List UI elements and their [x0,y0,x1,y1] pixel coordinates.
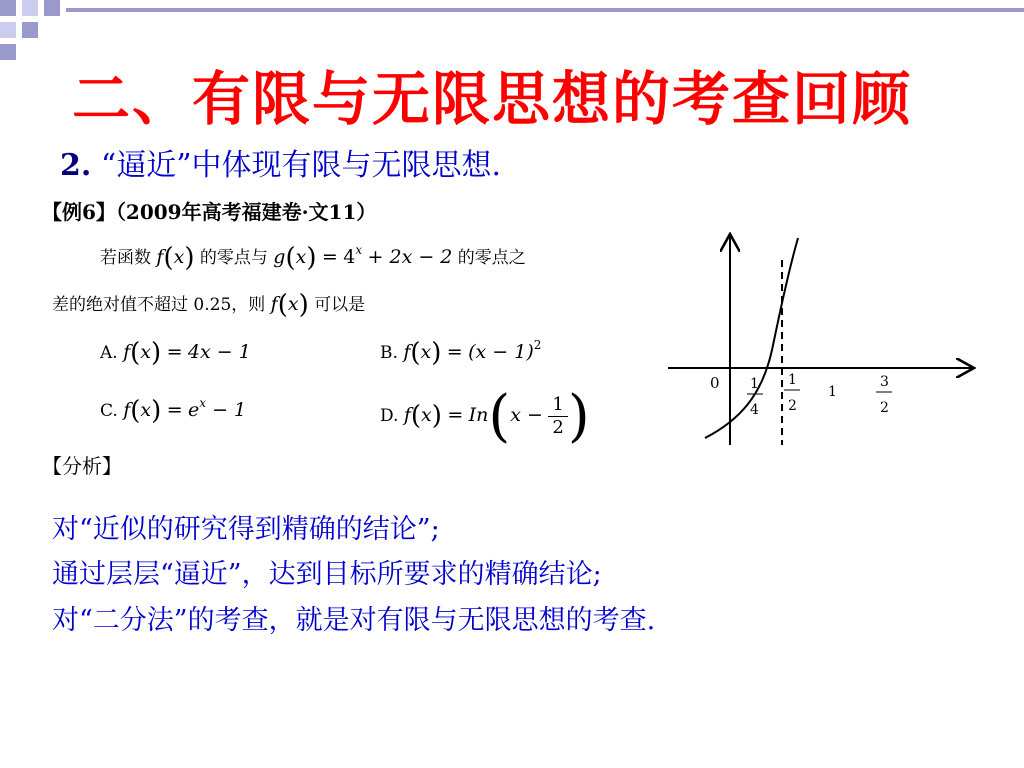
math-x: x [295,246,307,268]
math-ln: In [468,404,489,426]
math-f: f [270,293,278,315]
option-letter: D. [380,406,399,426]
conclusion-line-2: 通过层层“逼近”，达到目标所要求的精确结论; [52,559,602,590]
math-x: x [173,246,185,268]
option-c[interactable]: C. $f(x) = e^x - 1$ [100,396,247,426]
math-exponent: 2 [533,338,542,352]
problem-text: 差的绝对值不超过 0.25，则 [52,295,266,315]
math-x: x [420,341,432,363]
svg-text:4: 4 [750,402,759,418]
equals-sign: = [166,399,183,421]
math-x: x [421,404,432,426]
slide-title: 二、有限与无限思想的考查回顾 [72,65,913,133]
math-rest: − 1 [206,399,247,421]
option-letter: B. [380,343,398,363]
math-base: e [188,399,200,421]
svg-text:1: 1 [750,376,759,392]
tick-3-2 [876,374,892,416]
math-g: g [273,246,286,268]
math-f: f [403,404,411,426]
subtitle-text: “逼近”中体现有限与无限思想. [100,148,502,183]
fraction: $\frac{1}{2}$ [548,394,567,439]
example-label: 【例6】（2009年高考福建卷·文11） [42,200,377,224]
math-x: x − [510,404,543,426]
equals-sign: = [166,341,183,363]
subtitle-number: 2. [60,148,92,183]
svg-text:3: 3 [880,374,889,390]
math-f: f [156,246,164,268]
problem-text: 的零点之 [457,248,526,268]
equals-sign: = [447,404,464,426]
tick-1-2 [784,372,800,414]
origin-label: 0 [710,374,720,392]
math-f: f [123,399,131,421]
math-exponent: x [355,243,363,257]
conclusion-line-1: 对“近似的研究得到精确的结论”; [52,514,440,545]
problem-line-2: 差的绝对值不超过 0.25，则 f(x) 可以是 [52,290,366,320]
option-rhs: (x − 1) [468,341,534,363]
math-f: f [403,341,411,363]
svg-text:1: 1 [828,384,837,400]
analysis-label: 【分析】 [42,454,122,478]
function-graph [660,230,980,450]
problem-text: 若函数 [100,248,151,268]
slide-subtitle [60,140,501,184]
conclusion-line-3: 对“二分法”的考查，就是对有限与无限思想的考查. [52,605,656,636]
equals-sign: = [321,246,338,268]
option-d[interactable]: D. f(x) = In(x − $\frac{1}{2}$ ) [380,384,590,449]
math-base: 4 [343,246,356,268]
problem-line-1: 若函数 f(x) 的零点与 g(x) = 4$^x$ + 2x − 2 的零点之 [100,243,526,273]
math-x: x [140,399,152,421]
math-rest: + 2x − 2 [367,246,453,268]
option-letter: C. [100,401,118,421]
math-x: x [287,293,299,315]
corner-decoration [0,0,1024,60]
problem-text: 的零点与 [199,248,268,268]
option-rhs: 4x − 1 [187,341,251,363]
option-a[interactable]: A. f(x) = 4x − 1 [100,338,251,368]
svg-text:2: 2 [880,400,889,416]
option-b[interactable]: B. $f(x) = (x - 1)^2$ [380,338,542,368]
tick-1 [828,384,837,400]
math-x: x [140,341,152,363]
svg-text:1: 1 [788,372,797,388]
option-letter: A. [100,343,118,363]
math-f: f [123,341,131,363]
problem-text: 可以是 [314,295,366,315]
svg-text:2: 2 [788,398,797,414]
equals-sign: = [446,341,463,363]
math-exponent: x [199,396,207,410]
